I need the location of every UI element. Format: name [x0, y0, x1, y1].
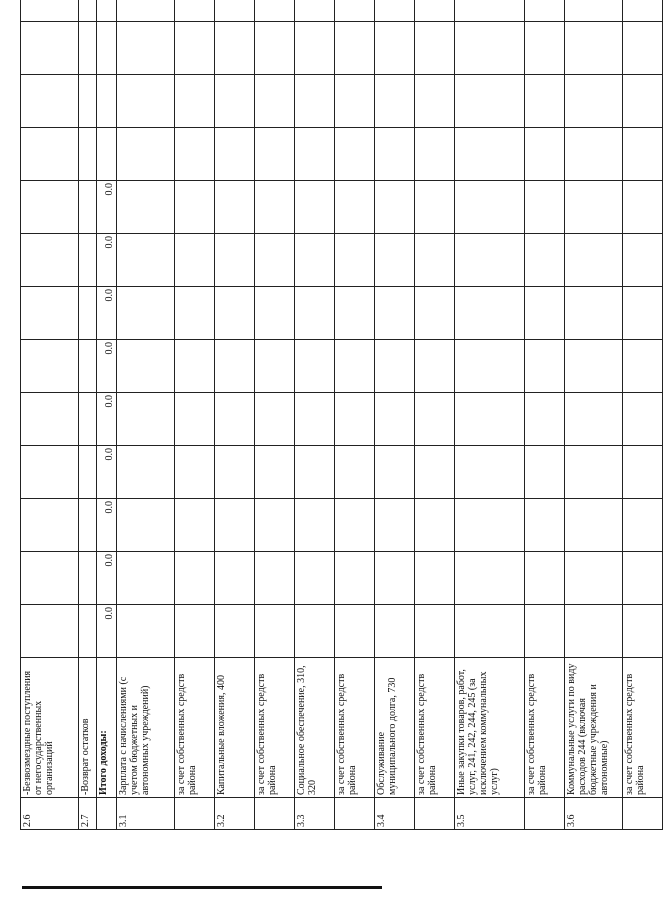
value-cell — [623, 181, 663, 234]
row-label: за счет собственных средств района — [255, 658, 295, 798]
value-cell — [623, 75, 663, 128]
row-label: за счет собственных средств района — [415, 658, 455, 798]
value-cell — [175, 393, 215, 446]
value-cell — [375, 552, 415, 605]
footer-rule — [22, 886, 382, 889]
value-cell — [175, 0, 215, 22]
value-cell — [415, 499, 455, 552]
value-cell — [415, 393, 455, 446]
value-cell — [415, 446, 455, 499]
value-cell — [295, 128, 335, 181]
value-cell — [565, 287, 623, 340]
table-row — [375, 0, 415, 830]
value-cell — [21, 393, 79, 446]
value-cell — [255, 234, 295, 287]
value-cell — [455, 499, 525, 552]
value-cell — [175, 340, 215, 393]
value-cell — [97, 128, 117, 181]
value-cell — [455, 22, 525, 75]
value-cell — [255, 552, 295, 605]
value-cell — [455, 552, 525, 605]
value-cell — [79, 340, 97, 393]
value-cell — [525, 287, 565, 340]
value-cell — [117, 0, 175, 22]
value-cell — [175, 287, 215, 340]
value-cell — [215, 499, 255, 552]
value-cell — [117, 181, 175, 234]
value-cell — [295, 552, 335, 605]
value-cell: 0.0 — [97, 181, 117, 234]
row-code — [255, 798, 295, 830]
row-code: 2.7 — [79, 798, 97, 830]
value-cell — [21, 287, 79, 340]
value-cell — [79, 234, 97, 287]
row-label: за счет собственных средств района — [525, 658, 565, 798]
row-code — [97, 798, 117, 830]
table-row — [565, 0, 623, 830]
value-cell — [335, 340, 375, 393]
value-cell: 0.0 — [97, 605, 117, 658]
value-cell — [335, 128, 375, 181]
value-cell — [375, 234, 415, 287]
value-cell — [565, 552, 623, 605]
row-code: 3.2 — [215, 798, 255, 830]
value-cell — [175, 22, 215, 75]
value-cell — [335, 75, 375, 128]
row-label: -Возврат остатков — [79, 658, 97, 798]
row-label: Обслуживание муниципального долга, 730 — [375, 658, 415, 798]
table-row — [335, 0, 375, 830]
value-cell — [79, 552, 97, 605]
value-cell — [117, 446, 175, 499]
value-cell — [335, 393, 375, 446]
row-label: за счет собственных средств района — [175, 658, 215, 798]
value-cell — [215, 128, 255, 181]
value-cell — [565, 605, 623, 658]
value-cell — [335, 605, 375, 658]
table-body — [21, 0, 663, 830]
table-row — [525, 0, 565, 830]
value-cell — [295, 499, 335, 552]
value-cell — [255, 605, 295, 658]
value-cell — [455, 0, 525, 22]
value-cell — [335, 499, 375, 552]
table-row — [295, 0, 335, 830]
value-cell — [295, 446, 335, 499]
value-cell — [565, 234, 623, 287]
value-cell — [375, 499, 415, 552]
value-cell — [565, 75, 623, 128]
row-code: 3.1 — [117, 798, 175, 830]
row-label: Итого доходы: — [97, 658, 117, 798]
value-cell — [525, 499, 565, 552]
value-cell — [295, 0, 335, 22]
value-cell — [525, 0, 565, 22]
value-cell — [565, 22, 623, 75]
value-cell — [565, 0, 623, 22]
value-cell — [335, 234, 375, 287]
value-cell — [295, 22, 335, 75]
value-cell — [415, 128, 455, 181]
value-cell — [375, 605, 415, 658]
value-cell — [255, 181, 295, 234]
value-cell — [255, 128, 295, 181]
value-cell — [255, 499, 295, 552]
row-label: за счет собственных средств района — [335, 658, 375, 798]
rotated-table-area — [20, 20, 646, 830]
budget-table — [20, 0, 663, 830]
value-cell — [455, 446, 525, 499]
value-cell — [375, 128, 415, 181]
value-cell — [117, 128, 175, 181]
value-cell — [175, 181, 215, 234]
value-cell — [375, 0, 415, 22]
value-cell — [215, 605, 255, 658]
value-cell — [117, 234, 175, 287]
value-cell — [21, 340, 79, 393]
value-cell — [375, 181, 415, 234]
table-row — [79, 0, 97, 830]
value-cell — [455, 605, 525, 658]
table-row — [21, 0, 79, 830]
value-cell — [79, 0, 97, 22]
value-cell — [255, 340, 295, 393]
value-cell — [117, 287, 175, 340]
value-cell — [565, 128, 623, 181]
value-cell — [335, 446, 375, 499]
value-cell — [415, 287, 455, 340]
value-cell — [623, 340, 663, 393]
value-cell — [375, 393, 415, 446]
value-cell — [79, 128, 97, 181]
value-cell — [375, 340, 415, 393]
value-cell — [79, 22, 97, 75]
value-cell — [623, 128, 663, 181]
value-cell — [375, 287, 415, 340]
row-code: 3.3 — [295, 798, 335, 830]
table-row — [255, 0, 295, 830]
value-cell — [455, 287, 525, 340]
value-cell — [335, 181, 375, 234]
value-cell — [375, 22, 415, 75]
value-cell — [215, 340, 255, 393]
value-cell — [295, 181, 335, 234]
table-row — [175, 0, 215, 830]
value-cell — [175, 128, 215, 181]
value-cell — [117, 605, 175, 658]
row-label: Зарплата с начислениями (с учетом бюджетных и автономных учреждений) — [117, 658, 175, 798]
row-code: 3.6 — [565, 798, 623, 830]
value-cell — [79, 499, 97, 552]
value-cell — [623, 446, 663, 499]
value-cell — [79, 605, 97, 658]
value-cell — [21, 181, 79, 234]
row-label: -Безвозмездные поступления от негосударственных организаций — [21, 658, 79, 798]
value-cell — [215, 393, 255, 446]
value-cell: 0.0 — [97, 393, 117, 446]
value-cell — [525, 234, 565, 287]
value-cell — [375, 75, 415, 128]
value-cell — [21, 605, 79, 658]
value-cell — [623, 0, 663, 22]
value-cell — [97, 75, 117, 128]
value-cell — [21, 552, 79, 605]
value-cell — [455, 393, 525, 446]
value-cell — [525, 128, 565, 181]
row-code — [335, 798, 375, 830]
value-cell — [117, 22, 175, 75]
value-cell — [565, 499, 623, 552]
value-cell — [415, 234, 455, 287]
value-cell — [255, 0, 295, 22]
value-cell — [175, 234, 215, 287]
value-cell — [623, 393, 663, 446]
value-cell — [255, 446, 295, 499]
value-cell — [79, 287, 97, 340]
row-code — [415, 798, 455, 830]
value-cell — [623, 605, 663, 658]
row-label: Иные закупки товаров, работ, услуг, 241, 242, 244, 245 (за исключением коммунальных услуг) — [455, 658, 525, 798]
value-cell — [215, 552, 255, 605]
value-cell — [565, 393, 623, 446]
value-cell — [525, 181, 565, 234]
value-cell — [415, 181, 455, 234]
value-cell — [525, 340, 565, 393]
value-cell — [79, 75, 97, 128]
value-cell — [255, 393, 295, 446]
value-cell — [215, 22, 255, 75]
value-cell — [117, 552, 175, 605]
value-cell — [21, 22, 79, 75]
value-cell — [525, 22, 565, 75]
row-label: Социальное обеспечение, 310, 320 — [295, 658, 335, 798]
value-cell — [215, 181, 255, 234]
value-cell — [415, 605, 455, 658]
value-cell — [295, 340, 335, 393]
value-cell — [79, 446, 97, 499]
value-cell — [623, 234, 663, 287]
value-cell — [117, 340, 175, 393]
value-cell — [623, 287, 663, 340]
value-cell — [175, 499, 215, 552]
value-cell — [215, 234, 255, 287]
value-cell — [215, 287, 255, 340]
value-cell — [415, 340, 455, 393]
table-row — [117, 0, 175, 830]
value-cell — [295, 287, 335, 340]
value-cell — [455, 340, 525, 393]
value-cell — [525, 552, 565, 605]
value-cell — [117, 499, 175, 552]
value-cell: 0.0 — [97, 234, 117, 287]
value-cell — [215, 75, 255, 128]
table-row — [97, 0, 117, 830]
value-cell — [525, 605, 565, 658]
value-cell — [295, 234, 335, 287]
row-code — [175, 798, 215, 830]
value-cell: 0.0 — [97, 446, 117, 499]
value-cell — [295, 605, 335, 658]
value-cell — [21, 234, 79, 287]
value-cell — [255, 287, 295, 340]
table-row — [215, 0, 255, 830]
value-cell: 0.0 — [97, 499, 117, 552]
value-cell: 0.0 — [97, 340, 117, 393]
value-cell: 0.0 — [97, 552, 117, 605]
value-cell — [21, 0, 79, 22]
value-cell — [79, 181, 97, 234]
value-cell — [565, 446, 623, 499]
value-cell — [525, 393, 565, 446]
value-cell — [623, 499, 663, 552]
value-cell — [415, 22, 455, 75]
value-cell — [21, 128, 79, 181]
value-cell — [21, 499, 79, 552]
value-cell — [623, 552, 663, 605]
value-cell — [335, 552, 375, 605]
value-cell: 0.0 — [97, 287, 117, 340]
value-cell — [215, 446, 255, 499]
value-cell — [175, 605, 215, 658]
value-cell — [455, 234, 525, 287]
value-cell — [565, 181, 623, 234]
row-label: за счет собственных средств района — [623, 658, 663, 798]
value-cell — [97, 22, 117, 75]
value-cell — [525, 446, 565, 499]
row-code: 3.5 — [455, 798, 525, 830]
value-cell — [415, 0, 455, 22]
value-cell — [623, 22, 663, 75]
value-cell — [117, 75, 175, 128]
value-cell — [295, 75, 335, 128]
value-cell — [415, 75, 455, 128]
value-cell — [175, 552, 215, 605]
value-cell — [375, 446, 415, 499]
value-cell — [335, 0, 375, 22]
value-cell — [565, 340, 623, 393]
value-cell — [215, 0, 255, 22]
value-cell — [455, 75, 525, 128]
table-row — [455, 0, 525, 830]
row-label: Капитальные вложения, 400 — [215, 658, 255, 798]
value-cell — [455, 128, 525, 181]
row-code — [525, 798, 565, 830]
rotated-table-frame — [20, 20, 646, 830]
value-cell — [335, 22, 375, 75]
value-cell — [175, 446, 215, 499]
value-cell — [455, 181, 525, 234]
value-cell — [525, 75, 565, 128]
row-code — [623, 798, 663, 830]
value-cell — [295, 393, 335, 446]
value-cell — [255, 75, 295, 128]
value-cell — [79, 393, 97, 446]
table-row — [623, 0, 663, 830]
value-cell — [117, 393, 175, 446]
value-cell — [415, 552, 455, 605]
value-cell — [255, 22, 295, 75]
row-label: Коммунальные услуги по виду расходов 244 (включая бюджетные учреждения и автономные) — [565, 658, 623, 798]
row-code: 2.6 — [21, 798, 79, 830]
row-code: 3.4 — [375, 798, 415, 830]
value-cell — [175, 75, 215, 128]
value-cell — [335, 287, 375, 340]
table-row — [415, 0, 455, 830]
value-cell — [21, 446, 79, 499]
value-cell — [21, 75, 79, 128]
value-cell — [97, 0, 117, 22]
